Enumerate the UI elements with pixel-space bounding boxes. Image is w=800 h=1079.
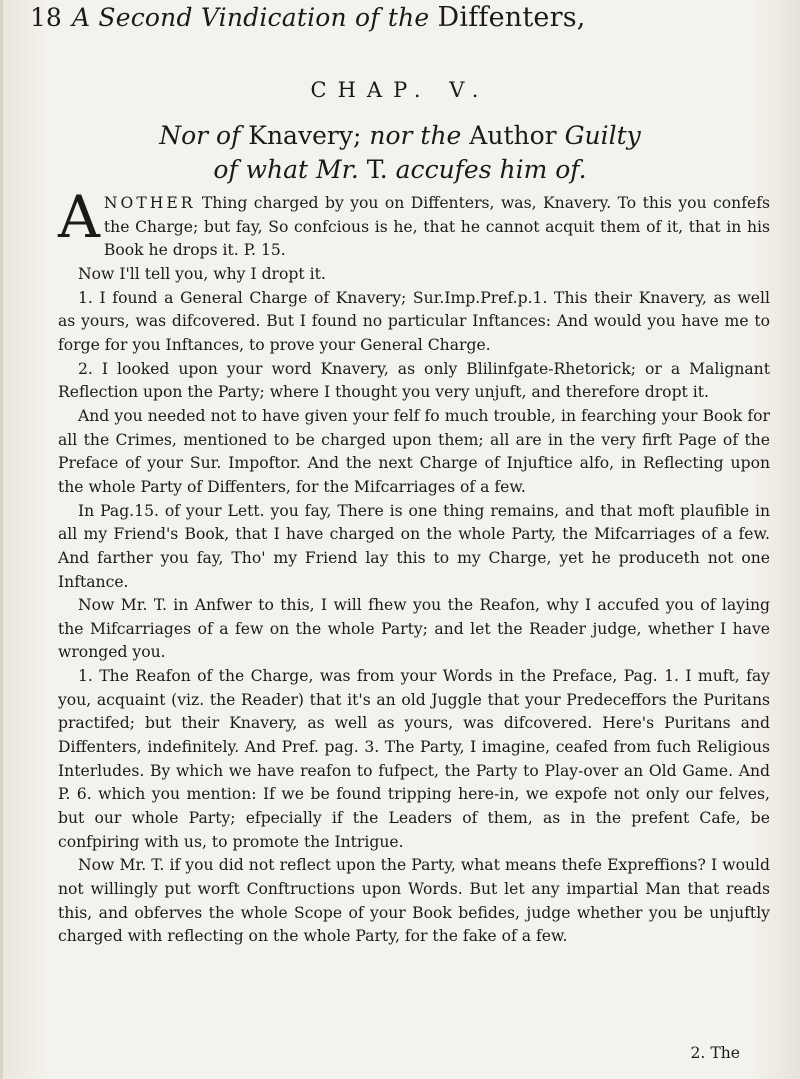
title-guilty: Guilty (564, 121, 641, 150)
title-nor-the: nor the (369, 121, 462, 150)
paragraph: Now Mr. T. in Anfwer to this, I will fhew you the Reafon, why I accufed you of laying the Mifcarriages of a few on the whole Party; and let the Reader judge, whether I have wronged you. (58, 596, 770, 662)
running-header (30, 2, 780, 44)
paragraph: 1. I found a General Charge of Knavery; Sur.Imp.Pref.p.1. This their Knavery, as well as yours, was difcovered. But I found no particular Inftances: And would you have me to forge for you Inftances, to prove your General Charge. (58, 288, 770, 354)
title-nor-of: Nor of (159, 121, 241, 150)
title-author: Author (469, 121, 557, 150)
title-t: T. (366, 155, 388, 184)
running-title (72, 2, 586, 33)
running-title-italic: A Second Vindication of the (72, 3, 430, 32)
paragraph: Now Mr. T. if you did not reflect upon the Party, what means thefe Expreffions? I would not willingly put worft Conftructions upon Words. But let any impartial Man that reads this, and obferves the whole Scope of your Book befides, judge whether you be unjuftly charged with reflecting on the whole Party, for the fake of a few. (58, 856, 770, 946)
paragraph: 2. I looked upon your word Knavery, as only Blilinfgate-Rhetorick; or a Malignant Reflection upon the Party; where I thought you very unjuft, and therefore dropt it. (58, 359, 770, 402)
title-accuses: accufes him of. (395, 155, 587, 184)
paragraph: In Pag.15. of your Lett. you fay, There is one thing remains, and that moft plaufible in all my Friend's Book, that I have charged on the whole Party, the Mifcarriages of a few. And farther you fay, Tho' my Friend lay this to my Charge, yet he produceth not one Inftance. (58, 501, 770, 591)
running-title-roman: Diffenters, (437, 2, 586, 33)
chapter-title (0, 119, 800, 187)
chapter-title-line-1 (0, 119, 800, 153)
paragraph-opening (58, 183, 770, 263)
paragraph: And you needed not to have given your felf fo much trouble, in fearching your Book for all the Crimes, mentioned to be charged upon them; all are in the very firft Page of the Preface of your Sur. Impoftor. And the next Charge of Injuftice alfo, in Reflecting upon the whole Party of Diffenters, for the Mifcarriages of a few. (58, 406, 770, 496)
title-of-what: of what Mr. (213, 155, 359, 184)
page-number: 18 (30, 3, 62, 32)
paragraph: 1. The Reafon of the Charge, was from your Words in the Preface, Pag. 1. I muft, fay you, acquaint (viz. the Reader) that it's an old Juggle that your Predeceffors the Puritans practifed; but their Knavery, as well as yours, was difcovered. Here's Puritans and Diffenters, indefinitely. And Pref. pag. 3. The Party, I imagine, ceafed from fuch Religious Interludes. By which we have reafon to fufpect, the Party to Play-over an Old Game. And P. 6. which you mention: If we be found tripping here-in, we expofe not only our felves, but our whole Party; efpecially if the Leaders of them, as in the prefent Cafe, be confpiring with us, to promote the Intrigue. (58, 667, 770, 851)
title-knavery: Knavery; (248, 121, 362, 150)
chapter-title-line-2 (0, 153, 800, 187)
paragraph: Now I'll tell you, why I dropt it. (78, 264, 326, 283)
chapter-heading: CHAP. V. (310, 78, 490, 102)
opening-text: Thing charged by you on Diffenters, was, Knavery. To this you confefs the Charge; but fay, So confcious is he, that he cannot acquit them of it, that in his Book he drops it. P. 15. (103, 194, 770, 260)
body-text (58, 183, 770, 949)
opening-word: NOTHER (103, 194, 196, 212)
drop-cap: A (58, 183, 100, 251)
catchword: 2. The (690, 1044, 740, 1062)
